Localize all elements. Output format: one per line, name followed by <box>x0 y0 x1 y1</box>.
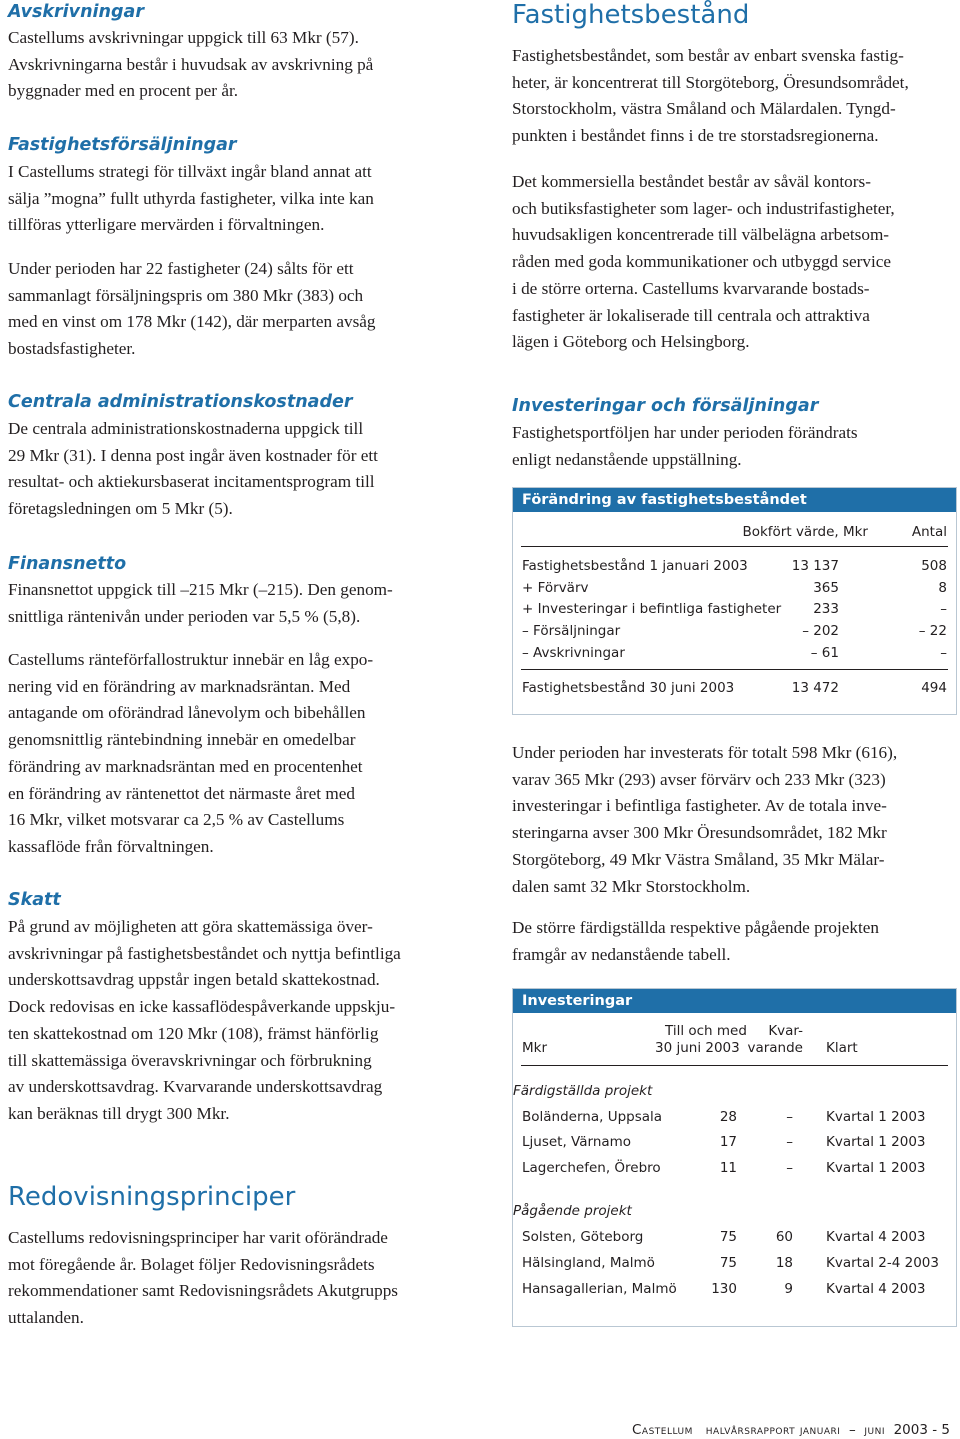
paragraph-invest-text-1: Under perioden har investerats för totalt 598 Mkr (616), varav 365 Mkr (293) avser förvärv och 233 Mkr (323) investeringar i befintliga fastigheter. Av de totala inve- steringarna avser 300 Mkr Öresundsområdet, 182 Mkr Storgöteborg, 49 Mkr Västra Småland, 35 Mkr Mälar- dalen samt 32 Mkr Storstockholm. <box>512 743 898 896</box>
table-row: Fastighetsbestånd 1 januari 2003 13 137 508 <box>522 558 947 574</box>
table-row: – Försäljningar – 202 – 22 <box>522 623 947 639</box>
footer-page-number: 2003 - 5 <box>893 1422 950 1438</box>
heading-fastighetsforsaljningar: Fastighetsförsäljningar <box>8 135 237 155</box>
paragraph-forsaljningar-2: Under perioden har 22 fastigheter (24) sålts för ett sammanlagt försäljningspris om 380 Mkr (383) och med en vinst om 178 Mkr (142), där merparten avsåg bostadsfastigheter. <box>8 259 376 359</box>
column-header-value: Bokfört värde, Mkr <box>742 524 868 540</box>
table-divider <box>521 669 948 670</box>
footer-report: halvårsrapport januari <box>705 1422 841 1438</box>
table-row: Lagerchefen, Örebro 11 – Kvartal 1 2003 <box>522 1160 926 1176</box>
paragraph-forsaljningar-1: I Castellums strategi för tillväxt ingår bland annat att sälja ”mogna” fullt uthyrda fastigheter, vilka inte kan tillföras ytterligare mervärden i förvaltningen. <box>8 162 374 235</box>
heading-avskrivningar: Avskrivningar <box>8 2 144 22</box>
table-row: Boländerna, Uppsala 28 – Kvartal 1 2003 <box>522 1109 926 1125</box>
paragraph-avskrivningar: Castellums avskrivningar uppgick till 63 Mkr (57). Avskrivningarna består i huvudsak av avskrivning på byggnader med en procent per år. <box>8 28 374 101</box>
column-header-till: Till och med <box>665 1023 747 1039</box>
heading-investeringar: Investeringar och försäljningar <box>512 396 819 416</box>
heading-fastighetsbestand: Fastighetsbestånd <box>512 0 750 30</box>
table-section-label: Pågående projekt <box>513 1203 632 1219</box>
footer-period: juni <box>864 1422 885 1438</box>
paragraph-fastighetsbestand-1: Fastighetsbeståndet, som består av enbart svenska fastig- heter, är koncentrerat till Storgöteborg, Öresundsområdet, Storstockholm, västra Småland och Mälardalen. Tyngd- punkten i beståndet finns i de tre storstadsregionerna. <box>512 46 909 146</box>
footer-company: Castellum <box>631 1422 693 1438</box>
paragraph-skatt: På grund av möjligheten att göra skattemässiga över- avskrivningar på fastighetsbeståndet och nyttja befintliga underskottsavdrag uppstår ingen betald skattekostnad. Dock redovisas en icke kassaflödespåverkande uppskju- ten skattekostnad om 120 Mkr (108), främst hänförlig till skattemässiga överavskrivningar och förbrukning av underskottsavdrag. Kvarvarande underskottsavdrag kan beräknas till drygt 300 Mkr. <box>8 917 401 1123</box>
table-row: Solsten, Göteborg 75 60 Kvartal 4 2003 <box>522 1229 926 1245</box>
heading-redovisningsprinciper: Redovisningsprinciper <box>8 1182 296 1212</box>
table-total-row: Fastighetsbestånd 30 juni 2003 13 472 494 <box>522 680 947 696</box>
heading-skatt: Skatt <box>8 890 61 910</box>
paragraph-fastighetsbestand-2: Det kommersiella beståndet består av såväl kontors- och butiksfastigheter som lager- och industrifastigheter, huvudsakligen koncentrerade till välbelägna arbetsom- råden med goda kommunikationer och utbyggd service i de större orterna. Castellums kvarvarande bostads- fastigheter är lokaliserade till centrala och attraktiva lägen i Göteborg och Helsingborg. <box>512 172 895 352</box>
table-row: Ljuset, Värnamo 17 – Kvartal 1 2003 <box>522 1134 926 1150</box>
table-divider <box>521 546 948 547</box>
table-section-label: Färdigställda projekt <box>513 1083 653 1099</box>
paragraph-finansnetto-1: Finansnettot uppgick till –215 Mkr (–215). Den genom- snittliga räntenivån under perioden var 5,5 % (5,8). <box>8 580 393 626</box>
table-title: Investeringar <box>513 989 956 1013</box>
paragraph-invest-text-2: De större färdigställda respektive pågående projekten framgår av nedanstående tabell. <box>512 918 879 964</box>
column-header-klart: Klart <box>826 1040 858 1056</box>
page-footer <box>632 1422 950 1438</box>
table-row: + Förvärv 365 8 <box>522 580 947 596</box>
table-divider <box>521 1065 948 1066</box>
table-fastighetsbestand <box>512 487 957 715</box>
table-header-row: Mkr 30 juni 2003 varande Klart <box>522 1040 858 1056</box>
column-header-count: Antal <box>911 524 947 540</box>
table-row: Hälsingland, Malmö 75 18 Kvartal 2-4 2003 <box>522 1255 939 1271</box>
paragraph-investeringar: Fastighetsportföljen har under perioden förändrats enligt nedanstående uppställning. <box>512 423 858 469</box>
paragraph-admin: De centrala administrationskostnaderna uppgick till 29 Mkr (31). I denna post ingår även kostnader för ett resultat- och aktiekursbaserat incitamentsprogram till företagsledningen om 5 Mkr (5). <box>8 419 378 519</box>
table-investeringar <box>512 988 957 1327</box>
table-row: Hansagallerian, Malmö 130 9 Kvartal 4 2003 <box>522 1281 926 1297</box>
footer-dash: – <box>849 1422 856 1438</box>
column-header-mkr: Mkr <box>522 1040 548 1056</box>
heading-finansnetto: Finansnetto <box>8 554 127 574</box>
table-title: Förändring av fastighetsbeståndet <box>513 488 956 512</box>
table-row: – Avskrivningar – 61 – <box>522 645 947 661</box>
paragraph-redovisning: Castellums redovisningsprinciper har varit oförändrade mot föregående år. Bolaget följer Redovisningsrådets rekommendationer samt Redovisningsrådets Akutgrupps uttalanden. <box>8 1228 398 1328</box>
column-header-kvar: Kvar- <box>768 1023 803 1039</box>
table-row: + Investeringar i befintliga fastigheter 233 – <box>522 601 947 617</box>
paragraph-finansnetto-2: Castellums ränteförfallostruktur innebär en låg expo- nering vid en förändring av marknadsräntan. Med antagande om oförändrad lånevolym och bibehållen genomsnittlig räntebindning innebär en omedelbar förändring av marknadsräntan med en procentenhet en förändring av räntenettot det närmaste året med 16 Mkr, vilket motsvarar ca 2,5 % av Castellums kassaflöde från förvaltningen. <box>8 650 374 856</box>
heading-admin: Centrala administrationskostnader <box>8 392 353 412</box>
table-header-row <box>513 522 956 542</box>
